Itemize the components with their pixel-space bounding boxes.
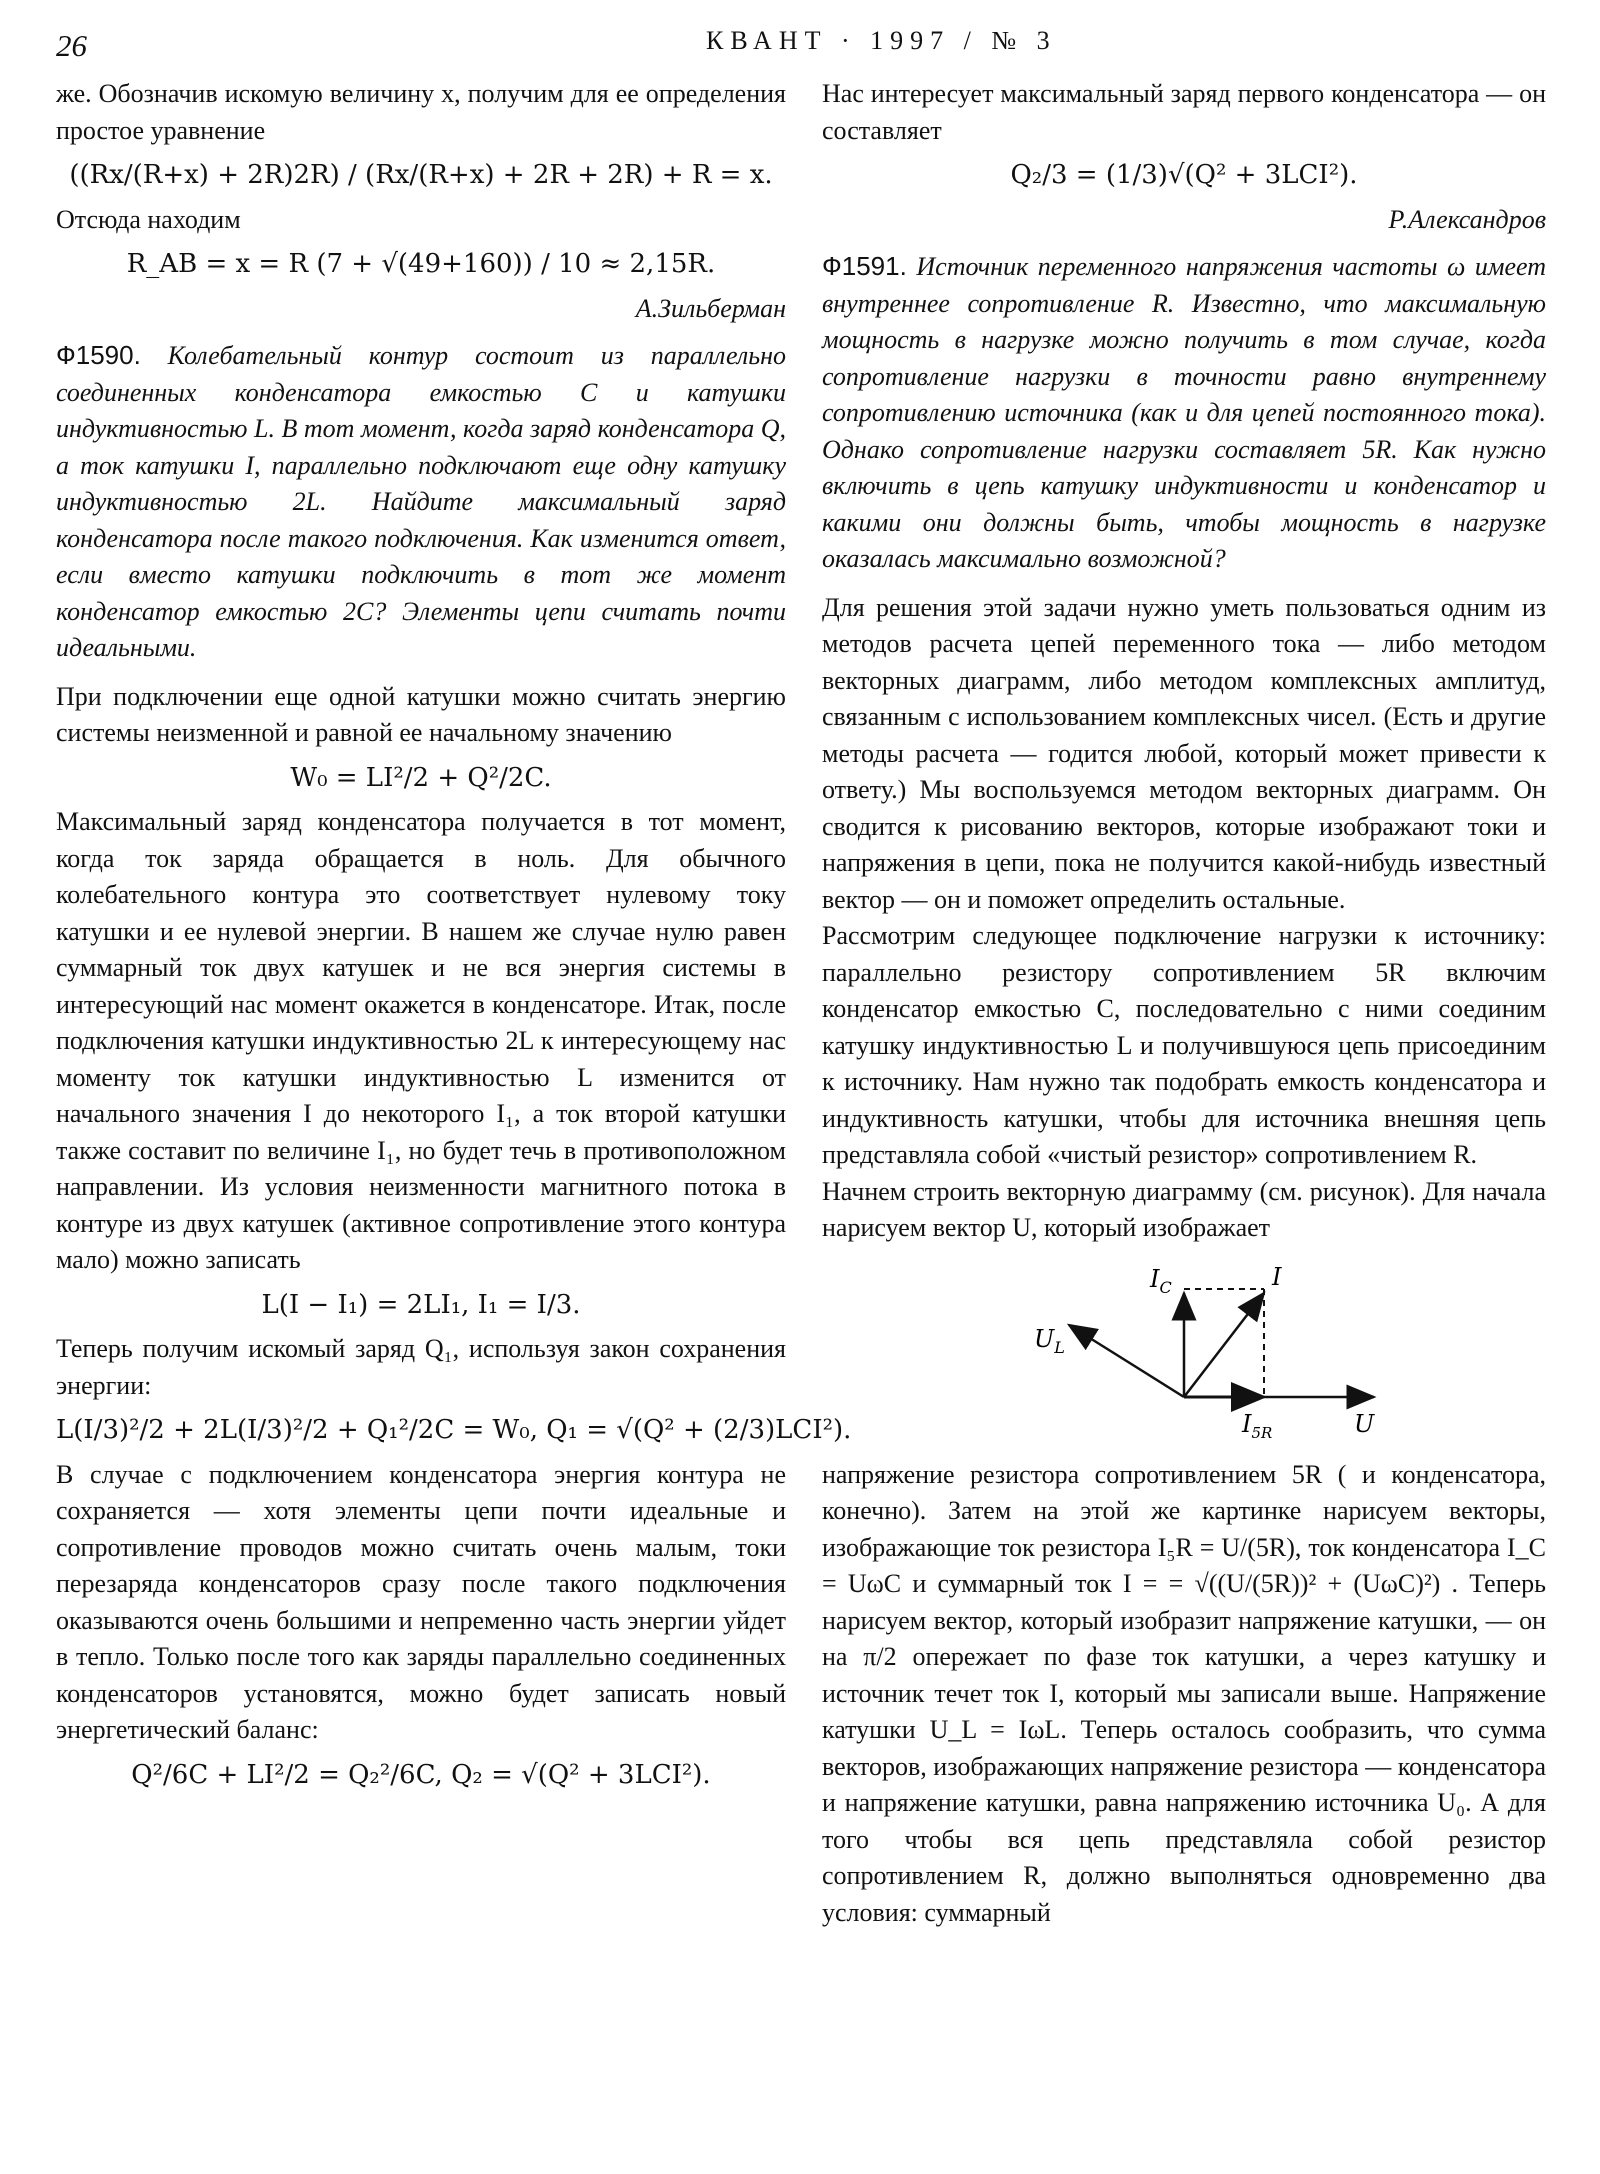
- author-aleksandrov: Р.Александров: [1388, 204, 1546, 234]
- equation-x: ((Rx/(R+x) + 2R)2R) / (Rx/(R+x) + 2R + 2R) + R = x.: [69, 160, 773, 190]
- equation-q2-third: Q₂/3 = (1/3)√(Q² + 3LCI²).: [1010, 160, 1358, 190]
- paragraph-solve: Для решения этой задачи нужно уметь пользоваться одним из методов расчета цепей переменного тока — либо методом векторных диаграмм, либо методом комплексных амплитуд, связанным с использованием комплексных чисел. (Есть и другие методы расчета — годится любой, который может привести к ответу.) Мы воспользуемся методом векторных диаграмм. Он сводится к рисованию векторов, которые изображают токи и напряжения в цепи, пока не получится какой-нибудь известный вектор — он и поможет определить остальные.: [822, 592, 1546, 914]
- paragraph-start: Начнем строить векторную диаграмму (см. рисунок). Для начала нарисуем вектор U, который изображает: [822, 1176, 1546, 1242]
- equation-q2: Q²/6C + LI²/2 = Q₂²/6C, Q₂ = √(Q² + 3LCI²).: [131, 1759, 711, 1790]
- left-column: [56, 76, 852, 1801]
- label-i: I: [1272, 1262, 1282, 1291]
- problem-number-f1591: Ф1591.: [822, 251, 907, 281]
- right-column: [822, 76, 1546, 1931]
- problem-text-f1590: Колебательный контур состоит из параллельно соединенных конденсатора емкостью C и катушки индуктивностью L. В тот момент, когда заряд конденсатора Q, а ток катушки I, параллельно подключают еще одну катушку индуктивностью 2L. Найдите максимальный заряд конденсатора после такого подключения. Как изменится ответ, если вместо катушки подключить в тот же момент конденсатор емкостью 2C? Элементы цепи считать почти идеальными.: [56, 341, 786, 662]
- vector-diagram: [974, 1247, 1394, 1457]
- problem-f1591: [822, 248, 1546, 578]
- equation-q1: L(I/3)²/2 + 2L(I/3)²/2 + Q₁²/2C = W₀, Q₁ = √(Q² + (2/3)LCI²).: [56, 1415, 852, 1445]
- paragraph-consider: Рассмотрим следующее подключение нагрузки к источнику: параллельно резистору сопротивлением 5R включим конденсатор емкостью C, последовательно с ними соединим катушку индуктивностью L и получившуюся цепь присоединим к источнику. Нам нужно так подобрать емкость конденсатора и индуктивность катушки, чтобы для источника внешняя цепь представляла собой «чистый резистор» сопротивлением R.: [822, 921, 1546, 1169]
- paragraph-intro: же. Обозначив искомую величину x, получим для ее определения простое уравнение: [56, 79, 786, 145]
- paragraph-max-charge: Максимальный заряд конденсатора получается в тот момент, когда ток заряда обращается в ноль. Для обычного колебательного контура это соответствует нулевому току катушки и ее нулевой энергии. В нашем же случае нулю равен суммарный ток двух катушек и не вся энергия системы в интересующий нас момент окажется в конденсаторе. Итак, после подключения катушки индуктивностью 2L к интересующему нас моменту ток катушки индуктивностью L изменится от начального значения I до некоторого I₁, а ток второй катушки также составит по величине I₁, но будет течь в противоположном направлении. Из условия неизменности магнитного потока в контуре из двух катушек (активное сопротивление этого контура мало) можно записать: [56, 807, 786, 1274]
- equation-flux: L(I − I₁) = 2LI₁, I₁ = I/3.: [261, 1289, 581, 1320]
- author-zilberman: А.Зильберман: [635, 293, 786, 323]
- label-ul: $U_L$: [1034, 1324, 1065, 1357]
- paragraph-hence: Отсюда находим: [56, 204, 241, 234]
- journal-title: КВАНТ · 1997 / № 3: [706, 26, 1057, 55]
- problem-f1590: [56, 337, 786, 667]
- page-number: 26: [56, 28, 87, 63]
- equation-w0: W₀ = LI²/2 + Q²/2C.: [290, 762, 552, 793]
- equation-rab: R_AB = x = R (7 + √(49+160)) / 10 ≈ 2,15R.: [126, 249, 716, 279]
- paragraph-interest: Нас интересует максимальный заряд первого конденсатора — он составляет: [822, 79, 1546, 145]
- problem-text-f1591: Источник переменного напряжения частоты ω имеет внутреннее сопротивление R. Известно, что максимальную мощность в нагрузке можно получить в том случае, когда сопротивление нагрузки в точности равно внутреннему сопротивлению источника (как и для цепей постоянного тока). Однако сопротивление нагрузки составляет 5R. Как нужно включить в цепь катушку индуктивности и конденсатор и какими они должны быть, чтобы мощность в нагрузке оказалась максимально возможной?: [822, 252, 1546, 573]
- paragraph-after-diagram: напряжение резистора сопротивлением 5R ( и конденсатора, конечно). Затем на этой же картинке нарисуем векторы, изображающие ток резистора I₅R = U/(5R), ток конденсатора I_C = UωC и суммарный ток I = = √((U/(5R))² + (UωC)²) . Теперь нарисуем вектор, который изобразит напряжение катушки, — он на π/2 опережает по фазе ток катушки, а через катушку и источник течет ток I, который мы записали выше. Напряжение катушки U_L = IωL. Теперь осталось сообразить, что сумма векторов, изображающих напряжение резистора — конденсатора и напряжение катушки, равна напряжению источника U₀. А для того чтобы вся цепь представляла собой резистор сопротивлением R, должно выполняться одновременно два условия: суммарный: [822, 1459, 1546, 1927]
- label-ic: $I_C$: [1150, 1264, 1172, 1297]
- problem-number-f1590: Ф1590.: [56, 340, 141, 370]
- paragraph-q1: Теперь получим искомый заряд Q₁, используя закон сохранения энергии:: [56, 1334, 786, 1400]
- vector-ul: [1069, 1325, 1184, 1397]
- vector-i: [1184, 1293, 1264, 1397]
- label-u: U: [1354, 1409, 1375, 1438]
- paragraph-energy: При подключении еще одной катушки можно считать энергию системы неизменной и равной ее начальному значению: [56, 681, 786, 747]
- page-header: [56, 22, 1546, 62]
- paragraph-capacitor: В случае с подключением конденсатора энергия контура не сохраняется — хотя элементы цепи почти идеальные и сопротивление проводов можно считать очень малым, токи перезаряда конденсаторов сразу после такого подключения оказываются очень большими и непременно часть энергии уйдет в тепло. Только после того как заряды параллельно соединенных конденсаторов установятся, можно будет записать новый энергетический баланс:: [56, 1459, 786, 1744]
- label-i5r: $I_{5R}$: [1242, 1409, 1273, 1442]
